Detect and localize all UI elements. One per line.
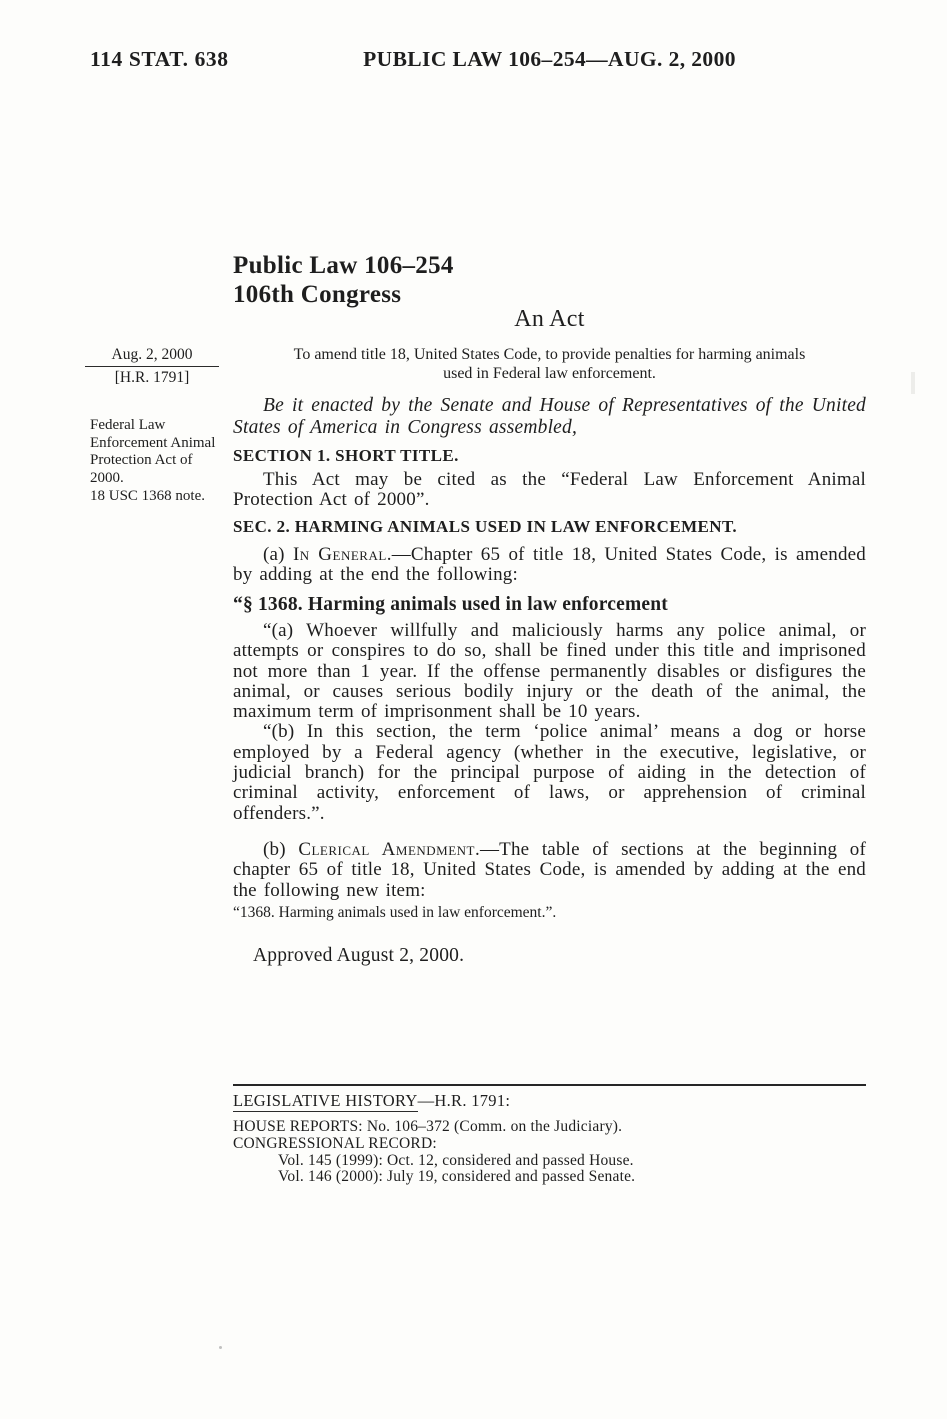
margin-note-block (90, 417, 222, 506)
record-entry: Vol. 146 (2000): July 19, considered and passed Senate. (278, 1168, 636, 1186)
usc-margin-note: 18 USC 1368 note. (90, 487, 206, 504)
margin-date-block (85, 346, 219, 387)
law-title-block (233, 251, 454, 309)
legislative-history-heading-bill: —H.R. 1791: (417, 1091, 511, 1110)
scan-smudge (911, 372, 915, 394)
scan-speck (219, 1346, 222, 1349)
section2-subsection-b (233, 840, 866, 901)
enacting-clause: Be it enacted by the Senate and House of Representatives of the United States of America in Congress assembled, (233, 395, 866, 438)
quoted-section-1368-heading: “§ 1368. Harming animals used in law enforcement (233, 594, 668, 615)
document-body-column (233, 0, 866, 1419)
congress-number: 106th Congress (233, 281, 402, 308)
approval-line: Approved August 2, 2000. (253, 945, 465, 966)
legislative-history-heading-underlined: LEGISLATIVE HISTORY (233, 1091, 418, 1110)
enactment-date: Aug. 2, 2000 (111, 346, 193, 363)
stat-page-number: 114 STAT. 638 (90, 47, 229, 71)
section2-heading: SEC. 2. HARMING ANIMALS USED IN LAW ENFORCEMENT. (233, 517, 738, 536)
table-of-sections-item: “1368. Harming animals used in law enforcement.”. (233, 904, 557, 921)
house-reports-line: HOUSE REPORTS: No. 106–372 (Comm. on the Judiciary). (233, 1118, 623, 1135)
margin-divider-rule (85, 366, 219, 367)
subsection-a-smallcaps: In General (292, 544, 387, 565)
act-summary-line: To amend title 18, United States Code, to provide penalties for harming animals (293, 346, 806, 363)
act-summary (233, 345, 866, 383)
act-summary-line: used in Federal law enforcement. (443, 365, 656, 382)
short-title-margin-note: Federal Law Enforcement Animal Protection Act of 2000. (90, 417, 216, 487)
section1-heading: SECTION 1. SHORT TITLE. (233, 446, 459, 465)
congressional-record-label: CONGRESSIONAL RECORD: (233, 1134, 437, 1152)
public-law-running-header: PUBLIC LAW 106–254—AUG. 2, 2000 (363, 47, 736, 71)
quoted-paragraph-b: “(b) In this section, the term ‘police animal’ means a dog or horse employed by a Federal agency (whether in the executive, legislative, or judicial branch) for the principal purpose of aiding in the detection of criminal activity, enforcement of laws, or apprehension of criminal offenders.”. (233, 721, 866, 824)
section2-subsection-a (233, 545, 866, 586)
subsection-b-smallcaps: Clerical Amendment (298, 839, 475, 860)
subsection-b-text: .—The table of sections at the beginning of chapter 65 of title 18, United States Code, is amended by adding at the end the following new item: (233, 839, 866, 901)
quoted-paragraph-a: “(a) Whoever willfully and maliciously harms any police animal, or attempts or conspires to do so, shall be fined under this title and imprisoned not more than 1 year. If the offense permanently disables or disfigures the animal, or causes serious bodily injury or the death of the animal, the maximum term of imprisonment shall be 10 years. (233, 620, 866, 723)
public-law-number: Public Law 106–254 (233, 252, 454, 279)
an-act-label: An Act (514, 306, 585, 332)
bill-number: [H.R. 1791] (114, 369, 190, 386)
quoted-statute-text (233, 621, 866, 824)
legislative-history-rule (233, 1084, 866, 1086)
section1-text: This Act may be cited as the “Federal Law Enforcement Animal Protection Act of 2000”. (233, 469, 866, 511)
record-entry: Vol. 145 (1999): Oct. 12, considered and passed House. (278, 1151, 634, 1169)
subsection-a-prefix: (a) (263, 544, 293, 565)
legislative-history-heading (233, 1091, 866, 1111)
subsection-a-text: .—Chapter 65 of title 18, United States Code, is amended by adding at the end the following: (233, 544, 866, 586)
legislative-history-block (233, 1084, 866, 1186)
subsection-b-prefix: (b) (263, 839, 299, 860)
